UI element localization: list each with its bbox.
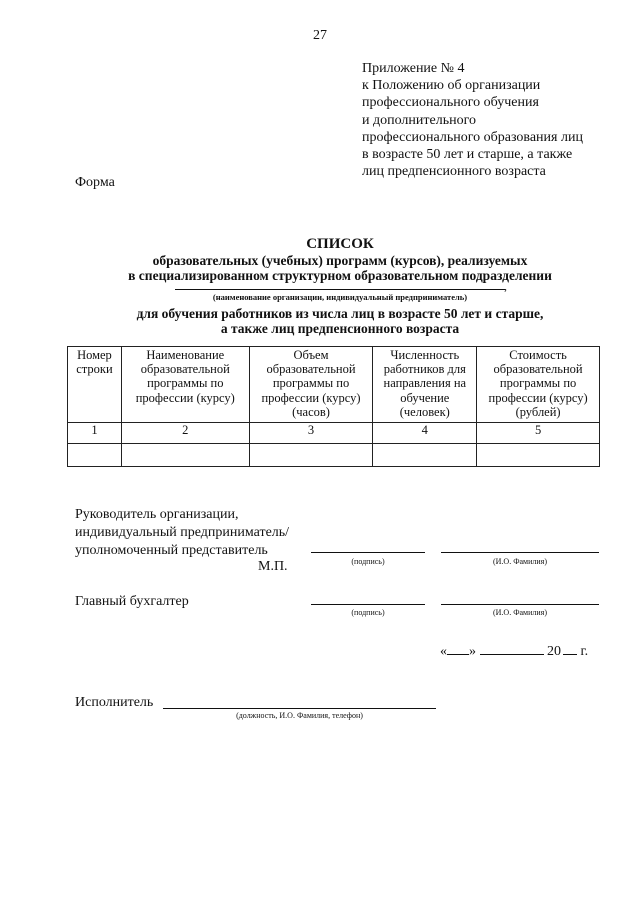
- appendix-line: в возрасте 50 лет и старше, а также: [362, 147, 573, 163]
- date-open-quote: «: [440, 644, 447, 659]
- column-number: 1: [68, 423, 122, 444]
- head-label: индивидуальный предприниматель/: [75, 525, 290, 540]
- title-line: в специализированном структурном образовательном подразделении: [128, 268, 552, 283]
- programs-table: [67, 346, 600, 467]
- table-header-row: [68, 347, 600, 423]
- month-blank[interactable]: [480, 642, 544, 655]
- head-label: Руководитель организации,: [75, 507, 239, 522]
- title-line: для обучения работников из числа лиц в возрасте 50 лет и старше,: [136, 306, 544, 321]
- table-row: [68, 423, 600, 444]
- table-cell[interactable]: [68, 444, 122, 467]
- table-cell[interactable]: [121, 444, 249, 467]
- signature-caption: (подпись): [351, 557, 385, 566]
- accountant-signature-line[interactable]: [311, 604, 425, 605]
- executor-caption: (должность, И.О. Фамилия, телефон): [236, 711, 363, 720]
- appendix-line: лиц предпенсионного возраста: [362, 164, 546, 180]
- column-number: 5: [477, 423, 600, 444]
- executor-line[interactable]: [163, 708, 436, 709]
- title-line: а также лиц предпенсионного возраста: [220, 321, 460, 336]
- column-header: Наименование образовательной программы по профессии (курсу): [121, 347, 249, 423]
- accountant-name-line[interactable]: [441, 604, 599, 605]
- date-field[interactable]: [440, 642, 588, 660]
- column-header: Объем образовательной программы по профессии (курсу) (часов): [249, 347, 373, 423]
- title-line: образовательных (учебных) программ (курсов), реализуемых: [152, 253, 528, 268]
- appendix-line: к Положению об организации: [362, 78, 541, 94]
- executor-label: Исполнитель: [75, 695, 154, 710]
- column-header: Стоимость образовательной программы по профессии (курсу) (рублей): [477, 347, 600, 423]
- organization-comma: ,: [504, 279, 507, 293]
- page-number: 27: [313, 28, 327, 43]
- name-caption: (И.О. Фамилия): [492, 608, 548, 617]
- table-cell[interactable]: [373, 444, 477, 467]
- column-number: 3: [249, 423, 373, 444]
- appendix-header: [362, 60, 632, 180]
- signature-caption: (подпись): [351, 608, 385, 617]
- form-label: Форма: [75, 175, 115, 190]
- day-blank[interactable]: [447, 642, 469, 655]
- head-signature-line[interactable]: [311, 552, 425, 553]
- appendix-line: профессионального обучения: [362, 95, 539, 111]
- appendix-line: Приложение № 4: [362, 61, 465, 76]
- stamp-label: М.П.: [258, 559, 288, 574]
- table-cell[interactable]: [477, 444, 600, 467]
- date-close-quote: »: [469, 644, 476, 659]
- column-header: Номер строки: [68, 347, 122, 423]
- year-blank[interactable]: [563, 642, 577, 655]
- appendix-line: и дополнительного: [362, 112, 476, 128]
- year-suffix: г.: [580, 644, 589, 659]
- name-caption: (И.О. Фамилия): [492, 557, 548, 566]
- appendix-line: профессионального образования лиц: [362, 129, 583, 145]
- head-label: уполномоченный представитель: [75, 543, 268, 558]
- chief-accountant-label: Главный бухгалтер: [75, 594, 189, 609]
- year-prefix: 20: [547, 644, 561, 659]
- table-row[interactable]: [68, 444, 600, 467]
- column-number: 4: [373, 423, 477, 444]
- organization-caption: (наименование организации, индивидуальный предприниматель): [212, 292, 468, 302]
- column-header: Численность работников для направления на обучение (человек): [373, 347, 477, 423]
- column-number: 2: [121, 423, 249, 444]
- document-title: СПИСОК: [306, 236, 374, 252]
- head-name-line[interactable]: [441, 552, 599, 553]
- table-cell[interactable]: [249, 444, 373, 467]
- organization-name-line: [175, 289, 505, 290]
